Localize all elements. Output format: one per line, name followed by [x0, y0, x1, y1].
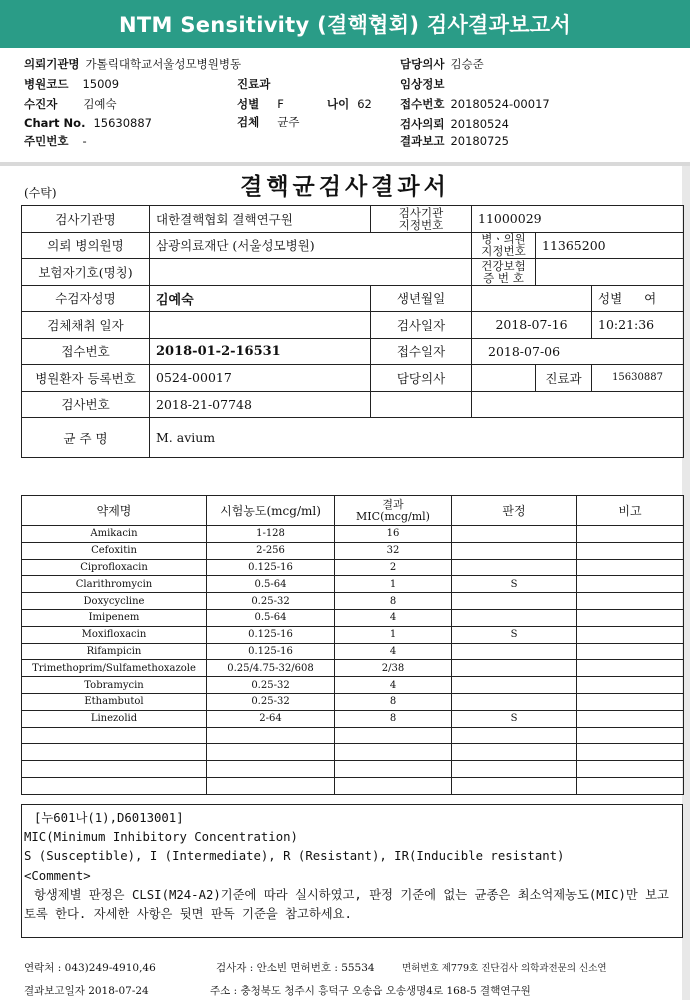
drug-cell-blank: [207, 777, 335, 794]
insurance-label: 보험자기호(명칭): [22, 259, 150, 286]
header-request: 검사의뢰 20180524: [400, 117, 509, 131]
header-accession: 접수번호 20180524-00017: [400, 97, 550, 111]
drug-cell-note: [577, 609, 684, 626]
drug-cell-note: [577, 626, 684, 643]
drug-row: [22, 593, 684, 610]
report-title: NTM Sensitivity (결핵협회) 검사결과보고서: [0, 0, 690, 48]
col-interp: 판정: [452, 496, 577, 526]
comments-box: [21, 804, 683, 938]
drug-cell-drug: Ethambutol: [22, 693, 207, 710]
header-specimen: 검체 균주: [237, 115, 300, 129]
req-hosp-value: 삼광의료재단 (서울성모병원): [150, 232, 472, 259]
drug-cell-range: 0.5-64: [207, 609, 335, 626]
drug-cell-interp: [452, 559, 577, 576]
drug-cell-interp: [452, 542, 577, 559]
drug-cell-interp: S: [452, 710, 577, 727]
doctor-label: 담당의사: [371, 365, 472, 392]
drug-cell-range: 0.5-64: [207, 576, 335, 593]
doctor-value: [472, 365, 536, 392]
footer-tester: 검사자 : 안소빈 면허번호 : 55534: [216, 962, 375, 974]
test-time-value: 10:21:36: [592, 312, 684, 339]
insurance-value: [150, 259, 472, 286]
drug-cell-mic: 2/38: [335, 660, 452, 677]
health-ins-value: [536, 259, 684, 286]
drug-cell-mic: 4: [335, 609, 452, 626]
drug-cell-drug: Trimethoprim/Sulfamethoxazole: [22, 660, 207, 677]
header-resident: 주민번호 -: [24, 134, 87, 148]
drug-cell-note: [577, 710, 684, 727]
header-chart: Chart No. 15630887: [24, 116, 152, 130]
drug-cell-blank: [577, 777, 684, 794]
drug-cell-drug: Linezolid: [22, 710, 207, 727]
drug-cell-mic: 32: [335, 542, 452, 559]
drug-cell-interp: [452, 526, 577, 543]
drug-row: [22, 693, 684, 710]
drug-cell-blank: [335, 744, 452, 761]
drug-cell-blank: [577, 727, 684, 744]
drug-cell-blank: [452, 727, 577, 744]
header-age: 나이 62: [327, 97, 372, 111]
drug-cell-interp: S: [452, 576, 577, 593]
drug-cell-range: 2-256: [207, 542, 335, 559]
drug-cell-range: 0.25-32: [207, 593, 335, 610]
test-no-blank: [371, 391, 472, 418]
drug-cell-mic: 1: [335, 626, 452, 643]
test-no-label: 검사번호: [22, 391, 150, 418]
drug-row: [22, 559, 684, 576]
drug-row: [22, 677, 684, 694]
header-sex: 성별 F: [237, 97, 284, 111]
drug-cell-interp: [452, 693, 577, 710]
req-hosp-label: 의뢰 병의원명: [22, 232, 150, 259]
footer-report-date: 결과보고일자 2018-07-24: [24, 985, 149, 997]
header-code: 병원코드 15009: [24, 77, 120, 91]
drug-cell-note: [577, 677, 684, 694]
drug-cell-range: 1-128: [207, 526, 335, 543]
drug-cell-drug: Doxycycline: [22, 593, 207, 610]
comment-body: 항생제별 판정은 CLSI(M24-A2)기준에 따라 실시하였고, 판정 기준에 없는 균종은 최소억제농도(MIC)만 보고토록 한다. 자세한 사항은 뒷면 판독 기준을 참고하세요.: [24, 887, 669, 922]
sex-cell: [592, 285, 684, 312]
drug-cell-blank: [452, 777, 577, 794]
header-dept: 진료과: [237, 77, 271, 91]
test-date-value: 2018-07-16: [472, 312, 592, 339]
drug-cell-range: 0.25-32: [207, 677, 335, 694]
col-mic: 결과 MIC(mcg/ml): [335, 496, 452, 526]
header-doctor: 담당의사 김승준: [400, 57, 484, 71]
drug-cell-blank: [207, 761, 335, 778]
header-report: 결과보고 20180725: [400, 134, 509, 148]
dept-label: 진료과: [536, 365, 592, 392]
drug-row: [22, 626, 684, 643]
header-clinical: 임상정보: [400, 77, 445, 91]
drug-cell-drug: Amikacin: [22, 526, 207, 543]
footer-license: 면허번호 제779호 진단검사 의학과전문의 신소연: [402, 963, 607, 974]
drug-cell-blank: [452, 761, 577, 778]
receipt-no-value: 2018-01-2-16531: [150, 338, 371, 365]
health-ins-label: 건강보험 증 번 호: [472, 259, 536, 286]
footer-contact: 연락처 : 043)249-4910,46: [24, 962, 156, 974]
hosp-id-value: 11365200: [536, 232, 684, 259]
drug-cell-mic: 1: [335, 576, 452, 593]
drug-row: [22, 609, 684, 626]
drug-cell-drug: Rifampicin: [22, 643, 207, 660]
drug-cell-interp: [452, 609, 577, 626]
drug-cell-interp: [452, 660, 577, 677]
drug-cell-blank: [577, 761, 684, 778]
drug-cell-mic: 8: [335, 693, 452, 710]
reg-no-value: 0524-00017: [150, 365, 371, 392]
drug-cell-interp: [452, 643, 577, 660]
drug-cell-range: 0.125-16: [207, 559, 335, 576]
lab-name-value: 대한결핵협회 결핵연구원: [150, 206, 371, 233]
drug-cell-mic: 8: [335, 710, 452, 727]
drug-cell-blank: [335, 727, 452, 744]
drug-cell-drug: Cefoxitin: [22, 542, 207, 559]
drug-row: [22, 710, 684, 727]
drug-cell-note: [577, 542, 684, 559]
drug-cell-blank: [22, 777, 207, 794]
organism-label: 균 주 명: [22, 418, 150, 458]
drug-cell-note: [577, 576, 684, 593]
drug-cell-mic: 2: [335, 559, 452, 576]
dept-value: 15630887: [592, 365, 684, 392]
drug-cell-mic: 16: [335, 526, 452, 543]
drug-cell-drug: Imipenem: [22, 609, 207, 626]
drug-cell-mic: 4: [335, 677, 452, 694]
drug-cell-range: 0.25/4.75-32/608: [207, 660, 335, 677]
comment-legend: S (Susceptible), I (Intermediate), R (Resistant), IR(Inducible resistant): [24, 849, 565, 864]
header-patient: 수진자 김예숙: [24, 97, 117, 111]
dob-value: [472, 285, 592, 312]
sex-label: 성별: [598, 291, 623, 307]
drug-cell-blank: [22, 744, 207, 761]
drug-cell-mic: 8: [335, 593, 452, 610]
info-table: [21, 205, 684, 458]
drug-cell-range: 2-64: [207, 710, 335, 727]
drug-cell-blank: [452, 744, 577, 761]
drug-row-blank: [22, 761, 684, 778]
drug-cell-blank: [22, 727, 207, 744]
drug-row: [22, 526, 684, 543]
test-no-value: 2018-21-07748: [150, 391, 371, 418]
patient-label: 수검자성명: [22, 285, 150, 312]
receipt-date-label: 접수일자: [371, 338, 472, 365]
lab-id-label: 검사기관 지정번호: [371, 206, 472, 233]
collect-label: 검체채취 일자: [22, 312, 150, 339]
drug-cell-blank: [577, 744, 684, 761]
header-hospital: 의뢰기관명 가톨릭대학교서울성모병원병동: [24, 57, 242, 71]
comment-code: [누601나(1),D6013001]: [34, 811, 184, 825]
drug-cell-note: [577, 643, 684, 660]
drug-cell-drug: Clarithromycin: [22, 576, 207, 593]
drug-cell-interp: [452, 593, 577, 610]
test-date-label: 검사일자: [371, 312, 472, 339]
receipt-date-value: 2018-07-06: [472, 338, 684, 365]
receipt-no-label: 접수번호: [22, 338, 150, 365]
drug-cell-blank: [335, 777, 452, 794]
sex-value: 여: [644, 291, 657, 307]
drug-cell-blank: [207, 744, 335, 761]
lab-name-label: 검사기관명: [22, 206, 150, 233]
col-range: 시험농도(mcg/ml): [207, 496, 335, 526]
drug-cell-interp: [452, 677, 577, 694]
dob-label: 생년월일: [371, 285, 472, 312]
drug-cell-note: [577, 693, 684, 710]
collect-value: [150, 312, 371, 339]
col-drug: 약제명: [22, 496, 207, 526]
drug-row-blank: [22, 777, 684, 794]
col-note: 비고: [577, 496, 684, 526]
organism-value: M. avium: [150, 418, 684, 458]
comment-mic: MIC(Minimum Inhibitory Concentration): [24, 830, 298, 845]
drug-cell-mic: 4: [335, 643, 452, 660]
drug-row: [22, 660, 684, 677]
drug-cell-range: 0.125-16: [207, 626, 335, 643]
drug-row: [22, 576, 684, 593]
hosp-id-label: 병ㆍ의원 지정번호: [472, 232, 536, 259]
drug-cell-drug: Ciprofloxacin: [22, 559, 207, 576]
recv-tag: (수탁): [24, 186, 57, 200]
drug-cell-blank: [22, 761, 207, 778]
drug-cell-note: [577, 660, 684, 677]
drug-cell-interp: S: [452, 626, 577, 643]
drug-row: [22, 643, 684, 660]
patient-value: 김예숙: [150, 285, 371, 312]
drug-cell-note: [577, 593, 684, 610]
test-no-blank-2: [472, 391, 684, 418]
drug-cell-range: 0.25-32: [207, 693, 335, 710]
lab-id-value: 11000029: [472, 206, 684, 233]
drug-cell-drug: Tobramycin: [22, 677, 207, 694]
drug-row-blank: [22, 727, 684, 744]
drug-cell-blank: [335, 761, 452, 778]
footer-address: 주소 : 충청북도 청주시 흥덕구 오송읍 오송생명4로 168-5 결핵연구원: [210, 985, 531, 997]
document-title: 결핵균검사결과서: [240, 173, 450, 200]
drug-row: [22, 542, 684, 559]
drug-cell-blank: [207, 727, 335, 744]
reg-no-label: 병원환자 등록번호: [22, 365, 150, 392]
drug-row-blank: [22, 744, 684, 761]
drug-cell-drug: Moxifloxacin: [22, 626, 207, 643]
drug-cell-note: [577, 526, 684, 543]
header-separator: [0, 162, 690, 166]
drug-cell-note: [577, 559, 684, 576]
drug-table: [21, 495, 684, 795]
drug-cell-range: 0.125-16: [207, 643, 335, 660]
comment-heading: <Comment>: [24, 868, 91, 883]
